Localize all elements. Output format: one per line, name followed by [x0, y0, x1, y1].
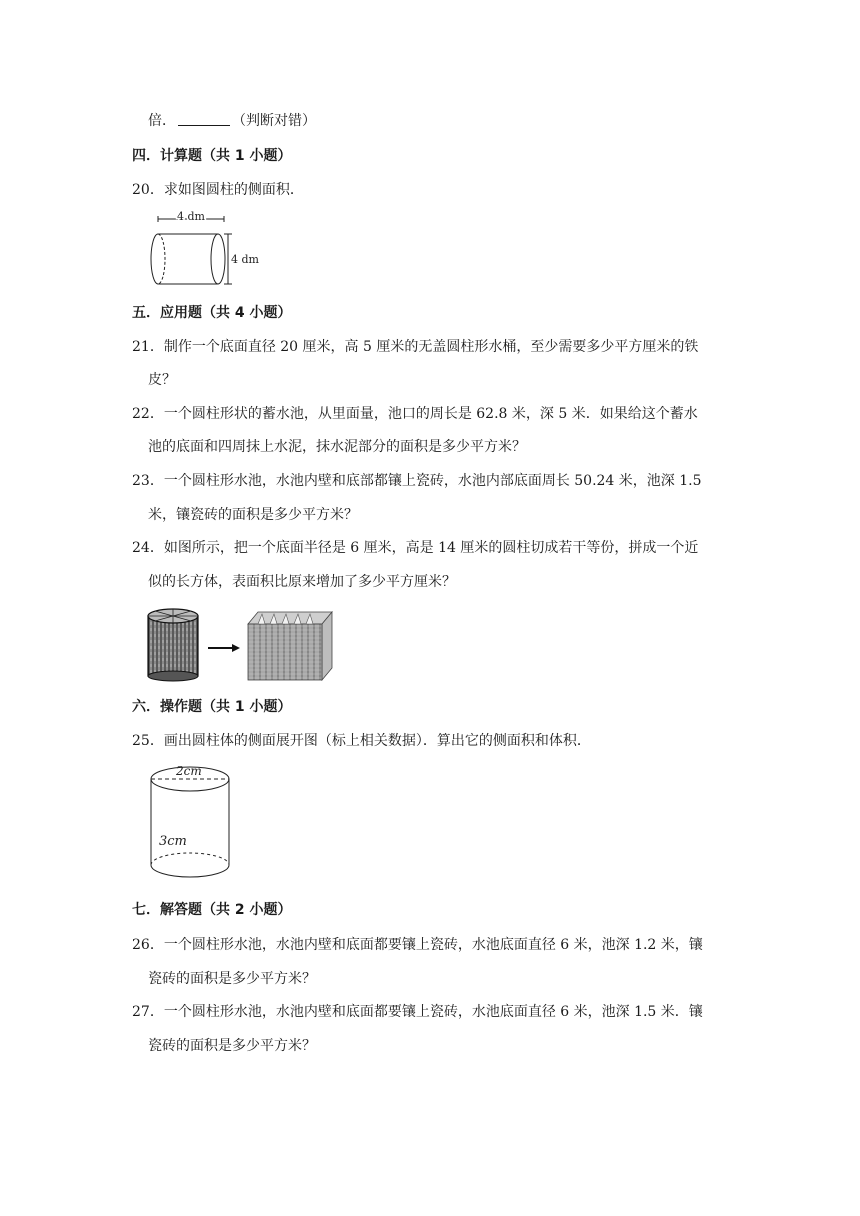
question-24-line-2: 似的长方体，表面积比原来增加了多少平方厘米？	[148, 574, 456, 590]
question-20: 20．求如图圆柱的侧面积．	[132, 182, 304, 198]
q19-tail-suffix: （判断对错）	[232, 113, 316, 129]
question-26-line-2: 瓷砖的面积是多少平方米？	[148, 971, 316, 987]
length-label: 4 dm	[177, 210, 205, 223]
question-22-line-1: 22．一个圆柱形状的蓄水池，从里面量，池口的周长是 62.8 米，深 5 米．如果给这个蓄水	[132, 406, 698, 422]
figure-cylinder-to-cuboid	[144, 604, 334, 684]
diameter-label: 4 dm	[231, 253, 259, 266]
question-27-line-2: 瓷砖的面积是多少平方米？	[148, 1038, 316, 1054]
question-23-line-1: 23．一个圆柱形水池，水池内壁和底部都镶上瓷砖，水池内部底面周长 50.24 米，池深 1.5	[132, 473, 702, 489]
question-24-line-1: 24．如图所示，把一个底面半径是 6 厘米，高是 14 厘米的圆柱切成若干等份，拼成一个近	[132, 540, 699, 556]
question-26-line-1: 26．一个圆柱形水池，水池内壁和底面都要镶上瓷砖，水池底面直径 6 米，池深 1.2 米，镶	[132, 937, 703, 953]
section-heading-solution: 七．解答题（共 2 小题）	[132, 902, 292, 918]
question-21-line-1: 21．制作一个底面直径 20 厘米，高 5 厘米的无盖圆柱形水桶，至少需要多少平方厘米的铁	[132, 339, 699, 355]
question-21-line-2: 皮？	[148, 372, 176, 388]
figure-cylinder-horizontal	[144, 210, 272, 290]
question-22-line-2: 池的底面和四周抹上水泥，抹水泥部分的面积是多少平方米？	[148, 439, 526, 455]
q19-tail-text: 倍．	[148, 113, 176, 129]
section-heading-calculation: 四．计算题（共 1 小题）	[132, 148, 292, 164]
diameter-label: 2cm	[176, 764, 202, 778]
question-23-line-2: 米，镶瓷砖的面积是多少平方米？	[148, 507, 358, 523]
q19-tail	[148, 111, 316, 131]
section-heading-application: 五．应用题（共 4 小题）	[132, 305, 292, 321]
figure-cylinder-vertical	[146, 760, 246, 890]
question-25: 25．画出圆柱体的侧面展开图（标上相关数据）．算出它的侧面积和体积．	[132, 733, 591, 749]
height-label: 3cm	[159, 834, 187, 849]
question-27-line-1: 27．一个圆柱形水池，水池内壁和底面都要镶上瓷砖，水池底面直径 6 米，池深 1.5 米．镶	[132, 1004, 703, 1020]
answer-blank[interactable]	[178, 111, 230, 126]
section-heading-operation: 六．操作题（共 1 小题）	[132, 699, 292, 715]
